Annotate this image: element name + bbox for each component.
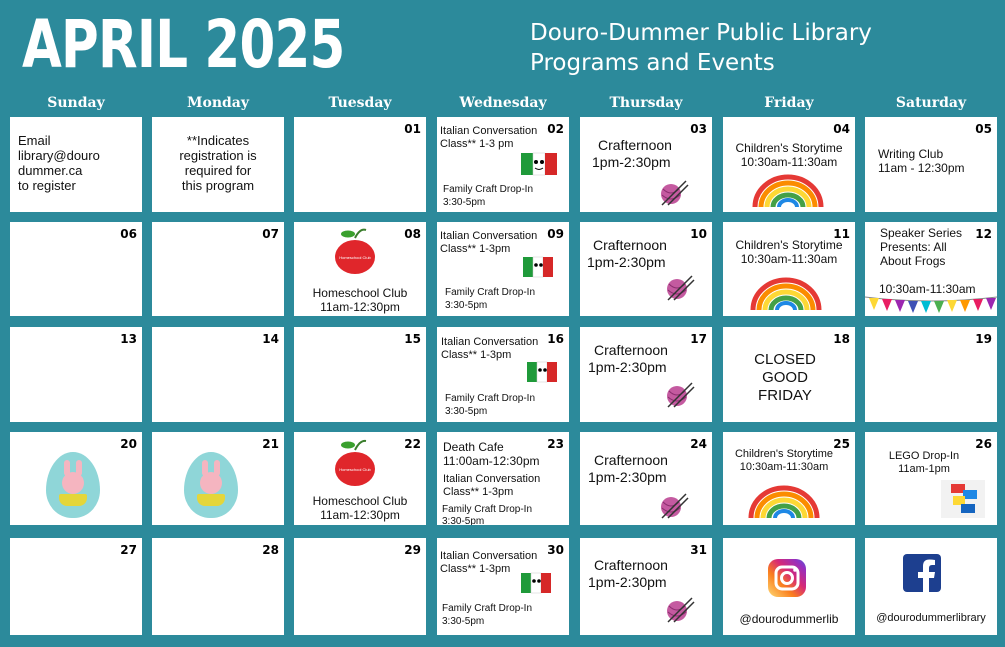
date-number: 11	[833, 227, 850, 241]
easter-egg-icon	[46, 452, 100, 518]
day-header-sunday: Sunday	[47, 95, 105, 111]
event-time: 1pm-2:30pm	[587, 254, 666, 270]
calendar-day[interactable]	[865, 432, 997, 525]
yarn-ball-icon	[664, 379, 696, 409]
calendar-day[interactable]	[580, 117, 712, 212]
event-time: 3:30-5pm	[442, 516, 485, 525]
date-number: 16	[547, 332, 564, 346]
calendar-day[interactable]	[294, 538, 426, 635]
italy-flag-icon	[521, 254, 555, 280]
date-number: 24	[690, 437, 707, 451]
note-line: library@douro	[18, 148, 100, 163]
calendar-day[interactable]	[10, 432, 142, 525]
date-number: 21	[262, 437, 279, 451]
calendar-day[interactable]	[723, 432, 855, 525]
calendar-day[interactable]	[10, 538, 142, 635]
event-time: 3:30-5pm	[445, 300, 488, 311]
bunting-icon	[865, 295, 997, 315]
event-title: Writing Club	[878, 147, 944, 161]
date-number: 22	[404, 437, 421, 451]
calendar-day[interactable]	[723, 117, 855, 212]
event-time: 1pm-2:30pm	[588, 359, 667, 375]
event-time: 11am - 12:30pm	[878, 161, 965, 175]
calendar-day[interactable]	[580, 327, 712, 422]
calendar-day[interactable]	[723, 222, 855, 316]
calendar-day[interactable]	[865, 327, 997, 422]
event-family-craft	[442, 504, 532, 525]
event-time: 11am-12:30pm	[320, 508, 400, 522]
event-title: Speaker Series	[880, 226, 963, 240]
calendar-day[interactable]	[294, 432, 426, 525]
event-writing-club	[878, 147, 965, 175]
event-italian-conversation	[440, 230, 537, 256]
event-time: Class** 1-3pm	[441, 349, 512, 361]
calendar-day[interactable]	[437, 432, 569, 525]
event-title: Family Craft Drop-In	[442, 603, 533, 614]
event-time: Class** 1-3pm	[440, 243, 511, 255]
event-italian-conversation	[440, 125, 537, 151]
event-family-craft	[443, 183, 533, 209]
note-line: **Indicates	[186, 133, 250, 148]
date-number: 04	[833, 122, 850, 136]
event-title: Presents: All	[880, 240, 947, 254]
closed-text: GOOD	[762, 369, 808, 386]
lego-icon	[941, 480, 985, 518]
date-number: 25	[833, 437, 850, 451]
calendar-day[interactable]	[152, 432, 284, 525]
event-time: Class** 1-3 pm	[440, 138, 514, 150]
event-title: Family Craft Drop-In	[443, 184, 534, 195]
day-header-friday: Friday	[764, 95, 814, 111]
calendar-day[interactable]	[437, 327, 569, 422]
event-time: 3:30-5pm	[442, 616, 485, 627]
event-title: Italian Conversation	[441, 336, 539, 348]
event-time: 3:30-5pm	[443, 197, 486, 208]
event-title: Children's Storytime	[735, 238, 843, 252]
event-time: 11am-1pm	[898, 463, 950, 475]
event-title: Death Cafe	[443, 440, 504, 454]
date-number: 15	[404, 332, 421, 346]
calendar-day[interactable]	[10, 327, 142, 422]
date-number: 14	[262, 332, 279, 346]
event-time: 11:00am-12:30pm	[443, 454, 540, 468]
rainbow-icon	[747, 484, 821, 520]
social-instagram[interactable]	[723, 538, 855, 635]
event-time: 3:30-5pm	[445, 406, 488, 417]
event-title: Family Craft Drop-In	[445, 393, 536, 404]
event-title: Crafternoon	[594, 452, 668, 468]
day-header-thursday: Thursday	[609, 95, 683, 111]
yarn-ball-icon	[664, 272, 696, 302]
event-title: Children's Storytime	[734, 448, 834, 460]
event-title: Crafternoon	[598, 137, 672, 153]
event-death-cafe	[443, 440, 540, 468]
event-crafternoon	[588, 342, 668, 376]
homeschool-logo-text: Homeschool Club	[339, 467, 371, 472]
event-time: 1pm-2:30pm	[588, 469, 667, 485]
date-number: 27	[120, 543, 137, 557]
event-storytime	[725, 448, 843, 474]
day-header-saturday: Saturday	[895, 95, 967, 111]
event-speaker-series	[880, 226, 962, 268]
calendar-day[interactable]	[10, 222, 142, 316]
note-line: registration is	[179, 148, 257, 163]
note-line: required for	[184, 163, 252, 178]
event-lego-drop-in	[865, 450, 983, 476]
event-crafternoon	[592, 137, 672, 171]
subtitle-line: Programs and Events	[530, 50, 775, 76]
date-number: 05	[975, 122, 992, 136]
event-crafternoon	[587, 237, 667, 271]
event-time: 10:30am-11:30am	[740, 252, 838, 266]
closed-text: FRIDAY	[758, 387, 812, 404]
calendar-day[interactable]	[865, 117, 997, 212]
calendar-day[interactable]	[437, 117, 569, 212]
calendar-day[interactable]	[580, 432, 712, 525]
note-line: dummer.ca	[18, 163, 83, 178]
event-time: 10:30am-11:30am	[740, 155, 838, 169]
event-homeschool-club	[294, 494, 426, 522]
event-title: About Frogs	[880, 254, 946, 268]
library-subtitle	[530, 18, 872, 78]
rainbow-icon	[749, 276, 823, 312]
closed-notice	[723, 351, 847, 405]
instagram-icon[interactable]	[767, 558, 807, 598]
calendar-day[interactable]	[152, 327, 284, 422]
date-number: 07	[262, 227, 279, 241]
event-title: Italian Conversation	[443, 473, 541, 485]
date-number: 13	[120, 332, 137, 346]
event-family-craft	[445, 392, 535, 418]
event-storytime	[723, 238, 855, 266]
event-title: Homeschool Club	[312, 494, 408, 508]
event-title: Homeschool Club	[312, 286, 408, 300]
event-time: 11am-12:30pm	[320, 300, 400, 314]
yarn-ball-icon	[664, 594, 696, 624]
registration-note	[152, 133, 284, 193]
calendar-cell-note	[152, 117, 284, 212]
event-time: Class** 1-3pm	[443, 486, 514, 498]
calendar-day[interactable]	[865, 222, 997, 316]
date-number: 03	[690, 122, 707, 136]
date-number: 08	[404, 227, 421, 241]
event-title: Family Craft Drop-In	[442, 504, 533, 515]
rainbow-icon	[751, 173, 825, 209]
apple-icon	[332, 436, 378, 488]
event-crafternoon	[588, 452, 668, 486]
facebook-icon[interactable]	[903, 554, 941, 592]
event-crafternoon	[588, 557, 668, 591]
note-line: to register	[18, 178, 76, 193]
note-line: Email	[18, 133, 51, 148]
event-title: Children's Storytime	[735, 141, 843, 155]
event-family-craft	[442, 602, 532, 628]
subtitle-line: Douro-Dummer Public Library	[530, 20, 872, 46]
event-time: 10:30am-11:30am	[879, 282, 976, 296]
date-number: 01	[404, 122, 421, 136]
calendar-day[interactable]	[437, 538, 569, 635]
event-time: 1pm-2:30pm	[588, 574, 667, 590]
date-number: 17	[690, 332, 707, 346]
date-number: 20	[120, 437, 137, 451]
event-title: Italian Conversation	[440, 550, 538, 562]
italy-flag-icon	[525, 359, 559, 385]
calendar-day[interactable]	[294, 327, 426, 422]
closed-text: CLOSED	[754, 351, 816, 368]
page-title: APRIL 2025	[22, 6, 345, 83]
event-homeschool-club	[294, 286, 426, 314]
event-italian-conversation	[441, 336, 538, 362]
date-number: 10	[690, 227, 707, 241]
event-title: Crafternoon	[594, 557, 668, 573]
italy-flag-icon	[519, 570, 555, 596]
event-italian-conversation	[443, 473, 540, 499]
event-time: 10:30am-11:30am	[739, 461, 829, 473]
calendar-day[interactable]	[580, 222, 712, 316]
date-number: 09	[547, 227, 564, 241]
date-number: 06	[120, 227, 137, 241]
calendar-day[interactable]	[152, 538, 284, 635]
event-time: 1pm-2:30pm	[592, 154, 671, 170]
event-title: Italian Conversation	[440, 230, 538, 242]
day-header-wednesday: Wednesday	[459, 95, 547, 111]
calendar-day[interactable]	[294, 222, 426, 316]
register-note	[18, 133, 100, 193]
date-number: 02	[547, 122, 564, 136]
event-storytime	[723, 141, 855, 169]
note-line: this program	[181, 178, 255, 193]
italy-flag-icon	[519, 149, 561, 179]
date-number: 28	[262, 543, 279, 557]
event-title: Crafternoon	[594, 342, 668, 358]
date-number: 31	[690, 543, 707, 557]
easter-egg-icon	[184, 452, 238, 518]
facebook-handle[interactable]: @dourodummerlibrary	[876, 612, 986, 624]
yarn-ball-icon	[658, 177, 690, 207]
apple-icon	[332, 226, 378, 276]
social-facebook[interactable]	[865, 538, 997, 635]
calendar-day[interactable]	[152, 222, 284, 316]
yarn-ball-icon	[658, 490, 690, 520]
event-title: Italian Conversation	[440, 125, 538, 137]
day-header-tuesday: Tuesday	[328, 95, 392, 111]
date-number: 23	[547, 437, 564, 451]
calendar-day[interactable]	[723, 327, 855, 422]
event-title: Family Craft Drop-In	[445, 287, 536, 298]
event-time: Class** 1-3pm	[440, 563, 511, 575]
event-title: LEGO Drop-In	[888, 450, 960, 462]
calendar-day[interactable]	[580, 538, 712, 635]
date-number: 26	[975, 437, 992, 451]
date-number: 29	[404, 543, 421, 557]
homeschool-logo-text: Homeschool Club	[339, 255, 371, 260]
calendar-day[interactable]	[437, 222, 569, 316]
day-header-monday: Monday	[186, 95, 249, 111]
event-title: Crafternoon	[593, 237, 667, 253]
date-number: 19	[975, 332, 992, 346]
calendar-day[interactable]	[294, 117, 426, 212]
event-family-craft	[445, 286, 535, 312]
date-number: 30	[547, 543, 564, 557]
date-number: 12	[975, 227, 992, 241]
instagram-handle[interactable]: @dourodummerlib	[739, 612, 839, 626]
calendar-cell-note	[10, 117, 142, 212]
date-number: 18	[833, 332, 850, 346]
